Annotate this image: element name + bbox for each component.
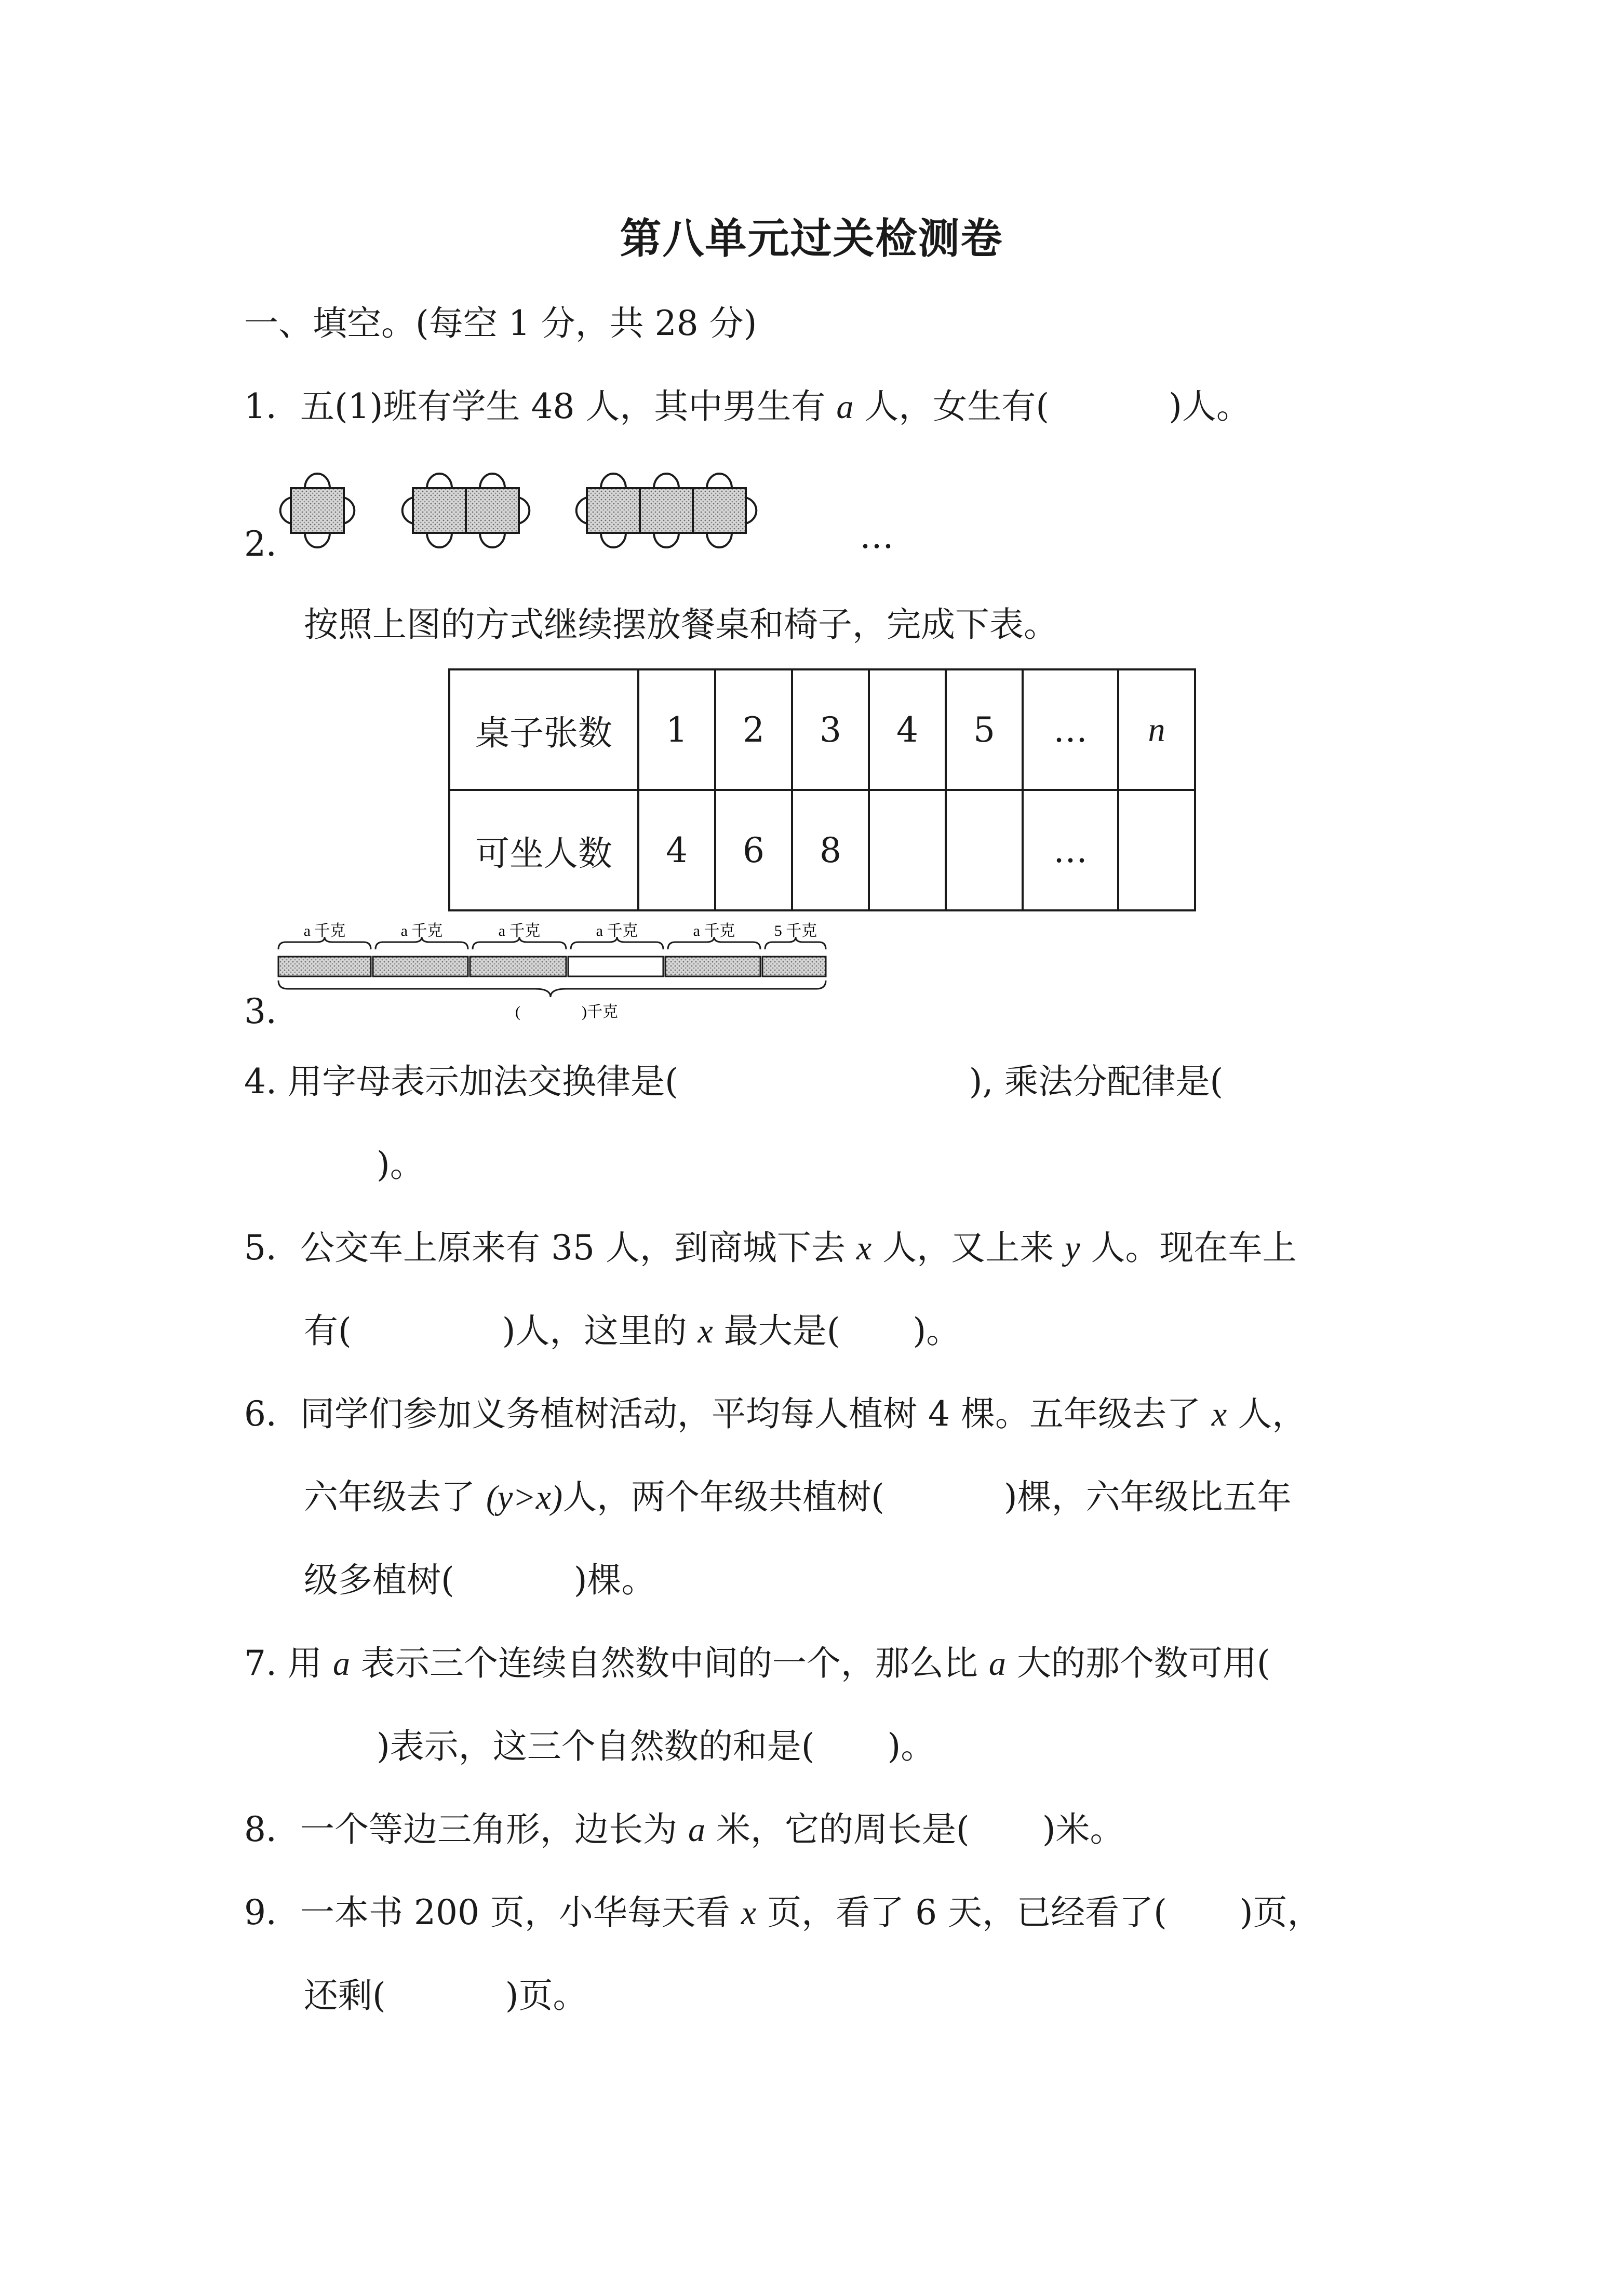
segment-label: a 千克 [303,922,346,939]
question-number: 1． [244,386,300,426]
question-4-line-1: 4. 用字母表示加法交换律是( ), 乘法分配律是( [244,1062,1224,1102]
table-cell: 4 [869,669,946,790]
total-label-open: ( [515,1003,520,1021]
table-cell: 3 [792,669,869,790]
question-2-instruction: 按照上图的方式继续摆放餐桌和椅子，完成下表。 [304,605,1058,645]
row-header: 可坐人数 [449,790,638,910]
chair-left [403,498,413,523]
table-cell: 2 [715,669,792,790]
table-row [449,790,1195,910]
table-cell: 1 [638,669,715,790]
chair-top [427,474,452,488]
dining-table [640,488,693,533]
total-label-close: )千克 [582,1003,618,1021]
segment-label: a 千克 [400,922,443,939]
question-5-line-1: 5．公交车上原来有 35 人，到商城下去 x 人，又上来 y 人。现在车上 [244,1228,1297,1268]
page-title: 第八单元过关检测卷 [620,214,1003,263]
table-cell: 6 [715,790,792,910]
section-heading: 一、填空。(每空 1 分，共 28 分) [244,303,757,343]
tables-chairs-drawing [280,457,904,576]
answer-cell[interactable] [1118,790,1195,910]
table-cell: 5 [946,669,1023,790]
dining-table [693,488,746,533]
dining-table [466,488,519,533]
dining-table [413,488,466,533]
chair-top [601,474,626,488]
chair-top [305,474,330,488]
table-cell: n [1118,669,1195,790]
question-7-line-1: 7. 用 a 表示三个连续自然数中间的一个，那么比 a 大的那个数可用( [244,1643,1270,1683]
chair-top [654,474,679,488]
question-5-line-2: 有( )人，这里的 x 最大是( )。 [304,1311,961,1351]
ellipsis: … [860,516,894,556]
segment-label: a 千克 [693,922,735,939]
question-9-line-2: 还剩( )页。 [304,1976,587,2016]
question-2-number: 2． [244,524,300,564]
table-cell: … [1023,669,1118,790]
question-4-line-2: )。 [377,1145,424,1185]
segment-label: 5 千克 [774,922,817,939]
chair-bottom [601,533,626,547]
chair-bottom [480,533,505,547]
question-6-line-1: 6．同学们参加义务植树活动，平均每人植树 4 棵。五年级去了 x 人， [244,1394,1307,1434]
chair-bottom [654,533,679,547]
chair-left [576,498,587,523]
answer-cell[interactable] [946,790,1023,910]
chair-right [519,498,529,523]
chair-bottom [707,533,732,547]
table-row [449,669,1195,790]
chair-right [746,498,756,523]
weight-bar-figure [275,919,831,1023]
question-9-line-1: 9．一本书 200 页，小华每天看 x 页，看了 6 天，已经看了( )页， [244,1892,1322,1932]
table-cell: … [1023,790,1118,910]
table-cell: 4 [638,790,715,910]
question-1: 1．五(1)班有学生 48 人，其中男生有 a 人，女生有( )人。 [244,386,1251,426]
question-7-line-2: )表示，这三个自然数的和是( )。 [377,1726,935,1766]
question-6-line-2: 六年级去了 (y>x)人，两个年级共植树( )棵，六年级比五年 [304,1477,1292,1517]
question-6-line-3: 级多植树( )棵。 [304,1560,656,1600]
segment-label: a 千克 [596,922,638,939]
chair-right [344,498,354,523]
question-3-number: 3． [244,991,300,1031]
chair-bottom [427,533,452,547]
answer-cell[interactable] [869,790,946,910]
row-header: 桌子张数 [449,669,638,790]
chair-top [707,474,732,488]
tables-seats-table [448,668,1196,911]
segment-label: a 千克 [498,922,541,939]
chair-bottom [305,533,330,547]
question-8: 8．一个等边三角形，边长为 a 米，它的周长是( )米。 [244,1809,1124,1849]
table-cell: 8 [792,790,869,910]
dining-table [587,488,640,533]
chair-top [480,474,505,488]
